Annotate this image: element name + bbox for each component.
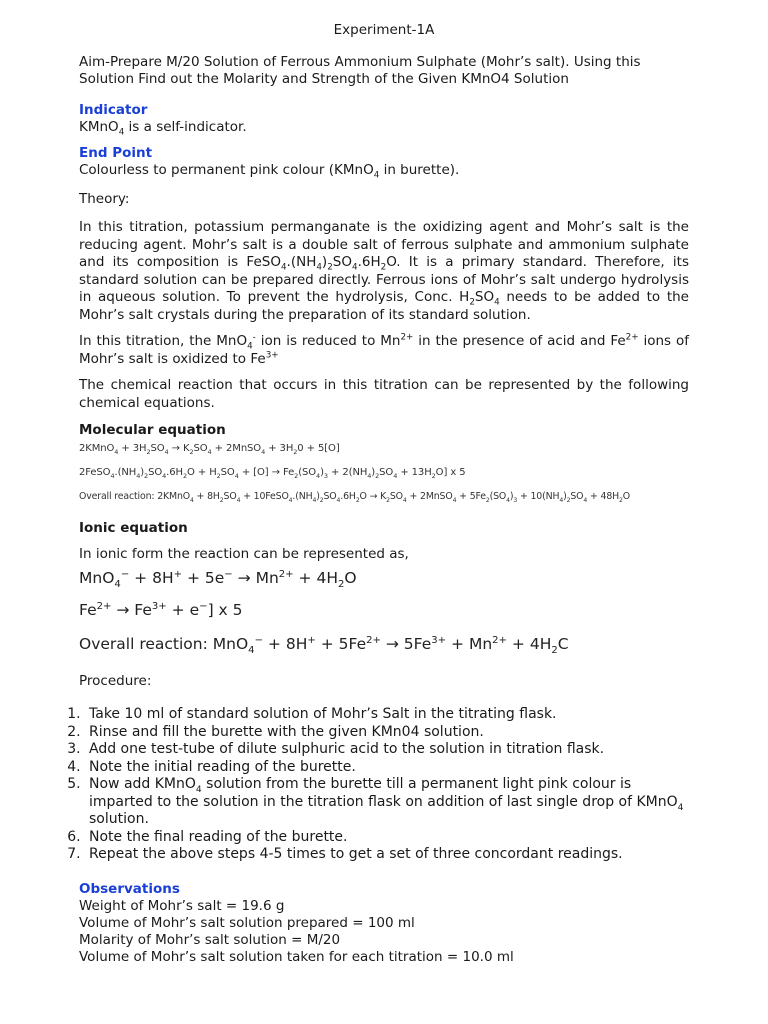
indicator-text: KMnO$_4$ is a self-indicator. (79, 119, 247, 138)
end-point-heading: End Point (79, 145, 153, 161)
molecular-equation-1: 2KMnO$_4$ + $3H_2SO_4 \to K_2SO_4$ + 2MnSO$_4$ + $3H_20 + 5[O]$ (79, 443, 340, 456)
procedure-list (0, 706, 695, 864)
page-title: Experiment-1A (333, 22, 435, 38)
molecular-equation-heading: Molecular equation (79, 422, 226, 438)
theory-paragraph-3: The chemical reaction that occurs in this titration can be represented by the following chemical equations. (79, 377, 689, 411)
theory-paragraph-2: In this titration, the MnO$_4$- ion is reduced to $Mn^{2+}$ in the presence of acid and $Fe^{2+}$ ions of Mohr’s salt is oxidized to $Fe^{3+}$ (79, 332, 689, 367)
molecular-overall-equation: Overall reaction: 2KMnO$_4$ + $8H_2SO_4$ + $10FeSO_4.(NH_4)_2SO_4.6H_2O \to K_2SO_4$ + 2MnSO$_4$ + $5Fe_2(SO_4)_3 + 10(NH_4)_2SO_4 + 48H_2O$ (79, 491, 631, 504)
theory-paragraph-1: In this titration, potassium permanganate is the oxidizing agent and Mohr’s salt is the reducing agent. Mohr’s salt is a double salt of ferrous sulphate and ammonium sulphate and its composition is $FeSO_4.(NH_4)_2SO_4.6H_2O$. It is a primary standard. Therefore, its standard solution can be prepared directly. Ferrous ions of Mohr’s salt undergo hydrolysis in aqueous solution. To prevent the hydrolysis, Conc. $H_2SO_4$ needs to be added to the Mohr’s salt crystals during the preparation of its standard solution. (79, 219, 689, 323)
observation-line: Volume of Mohr’s salt solution taken for each titration = 10.0 ml (79, 948, 514, 965)
aim-statement: Aim-Prepare M/20 Solution of Ferrous Ammonium Sulphate (Mohr’s salt). Using this Solution Find out the Molarity and Strength of the Given KMnO4 Solution (79, 54, 641, 87)
procedure-step: 3. Add one test-tube of dilute sulphuric acid to the solution in titration flask. (85, 741, 695, 759)
procedure-step: 6. Note the final reading of the burette. (85, 829, 695, 847)
end-point-text: Colourless to permanent pink colour (KMnO$_4$ in burette). (79, 162, 460, 181)
observations-heading: Observations (79, 880, 180, 897)
procedure-step: 2. Rinse and fill the burette with the given KMn04 solution. (85, 724, 695, 742)
observation-line: Volume of Mohr’s salt solution prepared = 100 ml (79, 914, 415, 931)
molecular-equation-2: $2FeSO_4.(NH_4)_2SO_4.6H_2O + H_2SO_4 + [O] \to Fe_2(SO_4)_3 + 2(NH_4)_2SO_4 + 13H_2O$] x 5 (79, 467, 466, 480)
end-point-section (79, 145, 689, 179)
procedure-label: Procedure: (79, 673, 152, 689)
indicator-section (79, 102, 689, 136)
ionic-equation-2: $Fe^{2+} \to Fe^{3+} + e^-$] x 5 (79, 600, 243, 619)
ionic-overall-equation: Overall reaction: $MnO_4^- + 8H^+ + 5Fe^{2+} \to 5Fe^{3+} + Mn^{2+} + 4H_2C$ (79, 634, 569, 657)
observations-section (79, 881, 689, 966)
procedure-step: 4. Note the initial reading of the burette. (85, 759, 695, 777)
ionic-equation-heading: Ionic equation (79, 520, 188, 536)
procedure-step: 1. Take 10 ml of standard solution of Mohr’s Salt in the titrating flask. (85, 706, 695, 724)
indicator-heading: Indicator (79, 102, 148, 118)
observation-line: Molarity of Mohr’s salt solution = M/20 (79, 931, 341, 948)
document-page (79, 22, 689, 966)
theory-label: Theory: (79, 191, 130, 207)
procedure-step: 7. Repeat the above steps 4-5 times to get a set of three concordant readings. (85, 846, 695, 864)
ionic-intro: In ionic form the reaction can be represented as, (79, 546, 409, 562)
procedure-step: 5. Now add KMnO$_4$ solution from the burette till a permanent light pink colour is imparted to the solution in the titration flask on addition of last single drop of KMnO$_4$ solution. (85, 776, 695, 829)
ionic-equation-1: $MnO_4^- + 8H^+ + 5e^- \to Mn^{2+} + 4H_2O$ (79, 568, 357, 591)
observation-line: Weight of Mohr’s salt = 19.6 g (79, 897, 285, 914)
